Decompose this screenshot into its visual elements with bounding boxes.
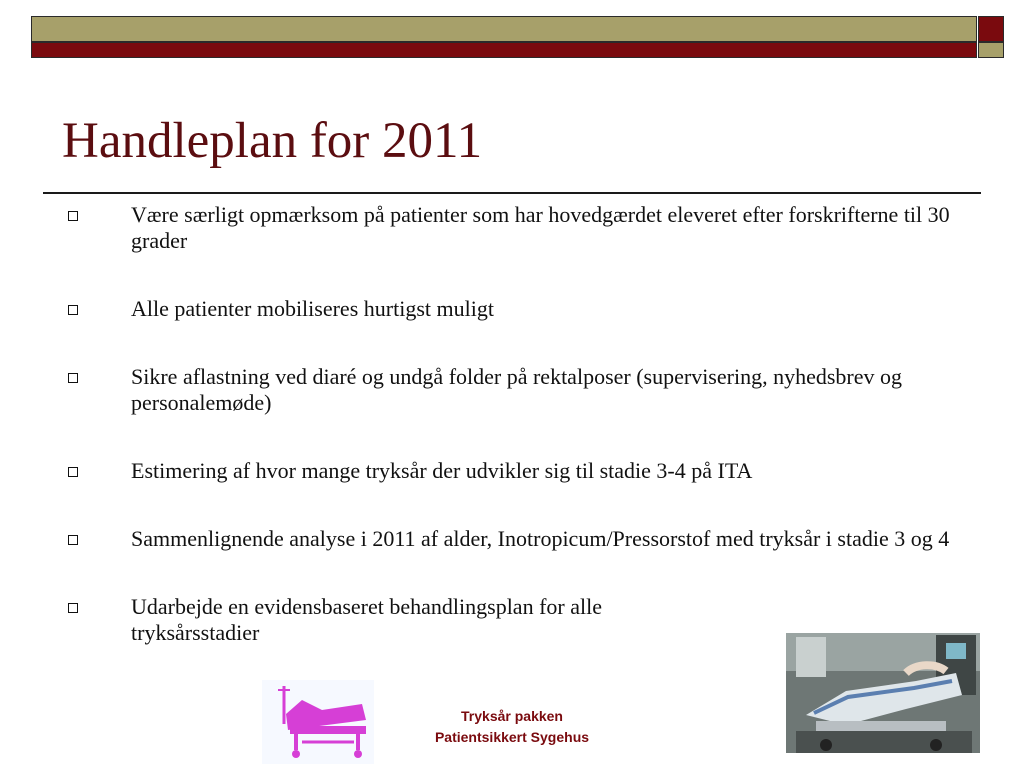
footer-line-2: Patientsikkert Sygehus (434, 729, 590, 745)
square-bullet-icon (68, 603, 78, 613)
square-bullet-icon (68, 211, 78, 221)
footer-caption (400, 706, 624, 748)
title-divider (43, 192, 981, 194)
header-bar-red (31, 42, 977, 58)
bullet-item (66, 458, 966, 484)
bullet-item (66, 296, 966, 322)
bullet-text: Udarbejde en evidensbaseret behandlingsplan for alle tryksårsstadier (131, 594, 602, 645)
hospital-bed-photo (786, 633, 980, 753)
bullet-item (66, 526, 966, 552)
square-bullet-icon (68, 373, 78, 383)
bullet-text: Sammenlignende analyse i 2011 af alder, Inotropicum/Pressorstof med tryksår i stadie 3 og 4 (131, 526, 950, 551)
square-bullet-icon (68, 305, 78, 315)
bullet-text: Alle patienter mobiliseres hurtigst muligt (131, 296, 494, 321)
bullet-text: Sikre aflastning ved diaré og undgå folder på rektalposer (supervisering, nyhedsbrev og personalemøde) (131, 364, 902, 415)
square-bullet-icon (68, 467, 78, 477)
hospital-bed-photo-graphic (786, 633, 980, 753)
header-square-red (978, 16, 1004, 42)
footer-line-1: Tryksår pakken (461, 708, 563, 724)
bed-icon (262, 680, 374, 764)
bullet-list (66, 202, 966, 688)
bullet-text: Estimering af hvor mange tryksår der udvikler sig til stadie 3-4 på ITA (131, 458, 753, 483)
bed-icon-graphic (262, 680, 374, 764)
header-square-olive (978, 42, 1004, 58)
square-bullet-icon (68, 535, 78, 545)
slide-title: Handleplan for 2011 (62, 113, 483, 169)
header-bar-olive (31, 16, 977, 42)
bullet-text: Være særligt opmærksom på patienter som har hovedgærdet eleveret efter forskrifterne til 30 grader (131, 202, 950, 253)
bullet-item (66, 202, 966, 254)
bullet-item (66, 364, 966, 416)
